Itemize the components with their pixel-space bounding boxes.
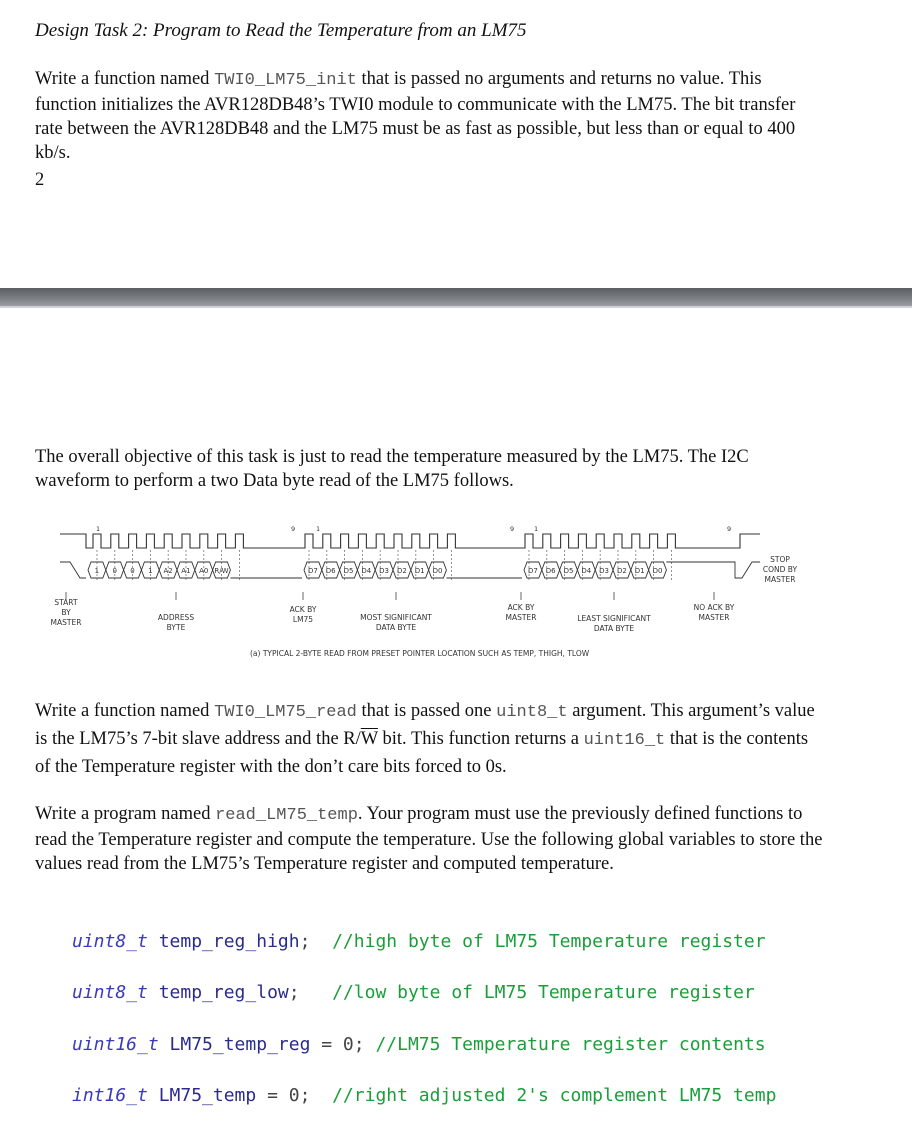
code-type: uint16_t bbox=[72, 1033, 159, 1055]
uint16-type: uint16_t bbox=[583, 731, 666, 750]
text: that is passed one bbox=[356, 701, 497, 721]
code-type: uint8_t bbox=[72, 982, 148, 1004]
lsb-label: LEAST SIGNIFICANT bbox=[577, 614, 651, 623]
code-identifier: LM75_temp_reg bbox=[158, 1033, 311, 1055]
uint8-type: uint8_t bbox=[496, 703, 568, 722]
address-bit-label: 0 bbox=[130, 567, 135, 575]
stop-label: STOP bbox=[770, 555, 790, 564]
answer-value[interactable]: 2 bbox=[35, 170, 45, 190]
scl-line bbox=[60, 534, 760, 548]
lsb-bit-label: D6 bbox=[545, 567, 556, 575]
address-bit-label: A1 bbox=[181, 567, 191, 575]
global-variables-code bbox=[72, 903, 776, 1134]
lsb-bit-label: D3 bbox=[599, 567, 610, 575]
clock-count-labels bbox=[96, 525, 731, 533]
text: Write a program named bbox=[35, 804, 216, 824]
code-operator: ; bbox=[288, 982, 333, 1004]
code-line bbox=[72, 1032, 776, 1058]
lsb-bit-label: D2 bbox=[616, 567, 627, 575]
msb-bit-label: D0 bbox=[432, 567, 443, 575]
msb-bit-label: D5 bbox=[343, 567, 354, 575]
msb-label: MOST SIGNIFICANT bbox=[360, 613, 432, 622]
start-label: START bbox=[54, 598, 78, 607]
ack-master-label: ACK BY bbox=[507, 603, 535, 612]
msb-bit-label: D2 bbox=[396, 567, 407, 575]
code-comment: //low byte of LM75 Temperature register bbox=[332, 982, 755, 1004]
clock-count-label: 1 bbox=[316, 525, 321, 533]
code-comment: //LM75 Temperature register contents bbox=[375, 1033, 766, 1055]
objective-paragraph: The overall objective of this task is just to read the temperature measured by the LM75. The I2C waveform to perform a two Data byte read of the LM75 follows. bbox=[35, 447, 749, 491]
program-name: read_LM75_temp bbox=[215, 806, 358, 825]
noack-label: MASTER bbox=[698, 613, 730, 622]
figure-caption: (a) TYPICAL 2-BYTE READ FROM PRESET POINTER LOCATION SUCH AS TEMP, THIGH, TLOW bbox=[250, 649, 590, 658]
text: Write a function named bbox=[35, 69, 215, 89]
code-comment: //high byte of LM75 Temperature register bbox=[332, 930, 766, 952]
msb-bit-label: D1 bbox=[414, 567, 425, 575]
code-operator: ; bbox=[299, 930, 333, 952]
code-identifier: temp_reg_high bbox=[147, 930, 300, 952]
clock-count-label: 9 bbox=[510, 525, 515, 533]
lsb-bit-label: D4 bbox=[581, 567, 592, 575]
page-divider-edge bbox=[0, 306, 912, 308]
text: argument. This argument’s value is the LM75’s 7-bit slave address and the R/ bbox=[35, 701, 815, 749]
lsb-bit-label: D0 bbox=[652, 567, 663, 575]
lsb-label: DATA BYTE bbox=[593, 624, 635, 633]
start-label: BY bbox=[61, 608, 71, 617]
msb-bit-label: D6 bbox=[325, 567, 336, 575]
i2c-waveform-figure bbox=[0, 520, 912, 665]
msb-bit-label: D4 bbox=[361, 567, 372, 575]
text: bit. This function returns a bbox=[377, 729, 584, 749]
address-bit-label: 0 bbox=[112, 567, 117, 575]
bit-grid-lines bbox=[94, 550, 671, 582]
code-line bbox=[72, 980, 776, 1006]
clock-count-label: 1 bbox=[534, 525, 539, 533]
text: . Your program must use the previously defined functions to read the Temperature register and compute the temperature. Use the following global variables to store the values read from the LM75’s Temperature register and computed temperature. bbox=[35, 804, 823, 874]
code-operator: = 0; bbox=[256, 1084, 333, 1106]
clock-count-label: 9 bbox=[291, 525, 296, 533]
clock-count-label: 1 bbox=[96, 525, 101, 533]
init-function-paragraph bbox=[35, 67, 825, 165]
address-bit-label: 1 bbox=[94, 567, 100, 575]
text: Write a function named bbox=[35, 701, 215, 721]
code-line bbox=[72, 1083, 776, 1109]
address-bit-label: R/W bbox=[214, 567, 229, 575]
start-label: MASTER bbox=[50, 618, 82, 627]
stop-label: COND BY bbox=[762, 565, 798, 574]
read-function-paragraph bbox=[35, 698, 825, 780]
address-byte-label: ADDRESS bbox=[157, 613, 195, 622]
lsb-bit-label: D5 bbox=[563, 567, 574, 575]
code-line bbox=[72, 929, 776, 955]
ack-lm75-label: LM75 bbox=[292, 615, 314, 624]
address-byte-label: BYTE bbox=[166, 623, 186, 632]
code-identifier: LM75_temp bbox=[147, 1084, 257, 1106]
ack-master-label: MASTER bbox=[505, 613, 537, 622]
read-function-name: TWI0_LM75_read bbox=[214, 703, 357, 722]
code-type: int16_t bbox=[72, 1084, 148, 1106]
init-function-name: TWI0_LM75_init bbox=[214, 71, 357, 90]
start-condition bbox=[60, 562, 86, 578]
clock-count-label: 9 bbox=[727, 525, 732, 533]
text: that is the contents of the Temperature register with the don’t care bits forced to 0s. bbox=[35, 729, 809, 777]
noack-label: NO ACK BY bbox=[693, 603, 735, 612]
address-bit-label: A0 bbox=[199, 567, 209, 575]
stop-label: MASTER bbox=[764, 575, 796, 584]
msb-bit-label: D7 bbox=[307, 567, 318, 575]
page-divider bbox=[0, 288, 912, 306]
lsb-bit-label: D7 bbox=[527, 567, 538, 575]
code-comment: //right adjusted 2's complement LM75 temp bbox=[332, 1084, 777, 1106]
text: that is passed no arguments and returns no value. This function initializes the AVR128DB48’s TWI0 module to communicate with the LM75. The bit transfer rate between the AVR128DB48 and the LM75 must be as fast as possible, but less than or equal to 400 kb/s. bbox=[35, 69, 796, 163]
ack-lm75-label: ACK BY bbox=[289, 605, 317, 614]
task-title: Design Task 2: Program to Read the Temperature from an LM75 bbox=[35, 20, 527, 41]
address-bit-label: A2 bbox=[163, 567, 173, 575]
w-bar: $\overline{W}$ bbox=[360, 729, 378, 749]
scl-waveform bbox=[60, 534, 760, 548]
address-bit-label: 1 bbox=[148, 567, 153, 575]
code-type: uint8_t bbox=[72, 930, 148, 952]
program-paragraph bbox=[35, 802, 825, 876]
code-operator: = 0; bbox=[310, 1033, 376, 1055]
lsb-bit-label: D1 bbox=[634, 567, 645, 575]
msb-bit-label: D3 bbox=[379, 567, 390, 575]
stop-condition bbox=[666, 562, 760, 578]
code-identifier: temp_reg_low bbox=[147, 982, 289, 1004]
msb-label: DATA BYTE bbox=[375, 623, 417, 632]
